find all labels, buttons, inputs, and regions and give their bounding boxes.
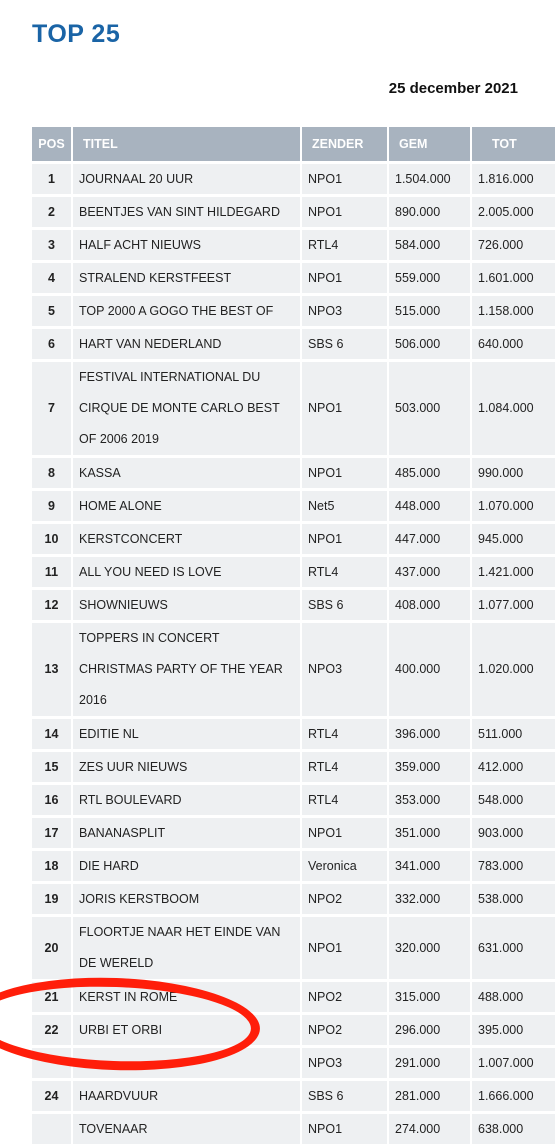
cell-zender: SBS 6 [301, 1080, 388, 1113]
cell-gem: 315.000 [388, 981, 471, 1014]
cell-gem: 320.000 [388, 916, 471, 981]
cell-tot: 1.020.000 [471, 622, 555, 718]
cell-tot: 638.000 [471, 1113, 555, 1144]
cell-gem: 485.000 [388, 457, 471, 490]
cell-titel: ALL YOU NEED IS LOVE [72, 556, 301, 589]
cell-pos: 20 [32, 916, 72, 981]
cell-zender: NPO1 [301, 163, 388, 196]
cell-gem: 515.000 [388, 295, 471, 328]
cell-zender: RTL4 [301, 718, 388, 751]
cell-gem: 353.000 [388, 784, 471, 817]
table-row [32, 751, 555, 784]
table-row [32, 622, 555, 718]
cell-tot: 990.000 [471, 457, 555, 490]
cell-titel: HALF ACHT NIEUWS [72, 229, 301, 262]
cell-tot: 548.000 [471, 784, 555, 817]
cell-pos: 16 [32, 784, 72, 817]
cell-tot: 1.421.000 [471, 556, 555, 589]
cell-zender: NPO2 [301, 981, 388, 1014]
cell-gem: 437.000 [388, 556, 471, 589]
cell-zender: NPO1 [301, 523, 388, 556]
cell-pos: 9 [32, 490, 72, 523]
date-label: 25 december 2021 [389, 80, 518, 97]
cell-tot: 1.816.000 [471, 163, 555, 196]
cell-titel: FESTIVAL INTERNATIONAL DU CIRQUE DE MONTE CARLO BEST OF 2006 2019 [72, 361, 301, 457]
cell-titel: KERSTCONCERT [72, 523, 301, 556]
cell-pos: 21 [32, 981, 72, 1014]
header-gem: GEM [388, 127, 471, 163]
cell-gem: 351.000 [388, 817, 471, 850]
cell-zender: RTL4 [301, 229, 388, 262]
cell-titel: JOURNAAL 20 UUR [72, 163, 301, 196]
cell-pos: 7 [32, 361, 72, 457]
cell-pos: 18 [32, 850, 72, 883]
cell-titel: JORIS KERSTBOOM [72, 883, 301, 916]
cell-gem: 506.000 [388, 328, 471, 361]
table-row [32, 784, 555, 817]
cell-pos: 24 [32, 1080, 72, 1113]
header-tot: TOT [471, 127, 555, 163]
ratings-table [32, 127, 555, 1144]
cell-pos: 5 [32, 295, 72, 328]
cell-titel: DIE HARD [72, 850, 301, 883]
cell-titel: KERST IN ROME [72, 981, 301, 1014]
cell-gem: 1.504.000 [388, 163, 471, 196]
cell-titel: TOVENAAR [72, 1113, 301, 1144]
cell-gem: 332.000 [388, 883, 471, 916]
cell-zender: NPO3 [301, 1047, 388, 1080]
table-row [32, 163, 555, 196]
cell-titel: TOP 2000 A GOGO THE BEST OF [72, 295, 301, 328]
table-row [32, 490, 555, 523]
cell-pos: 15 [32, 751, 72, 784]
cell-zender: Net5 [301, 490, 388, 523]
cell-pos [32, 1047, 72, 1080]
cell-zender: NPO3 [301, 295, 388, 328]
cell-pos: 11 [32, 556, 72, 589]
cell-titel: ZES UUR NIEUWS [72, 751, 301, 784]
table-row [32, 556, 555, 589]
cell-gem: 296.000 [388, 1014, 471, 1047]
table-row [32, 883, 555, 916]
cell-gem: 274.000 [388, 1113, 471, 1144]
table-row [32, 361, 555, 457]
cell-zender: NPO2 [301, 1014, 388, 1047]
cell-gem: 341.000 [388, 850, 471, 883]
cell-zender: SBS 6 [301, 328, 388, 361]
cell-zender: NPO1 [301, 1113, 388, 1144]
cell-titel: BANANASPLIT [72, 817, 301, 850]
cell-tot: 783.000 [471, 850, 555, 883]
cell-tot: 1.666.000 [471, 1080, 555, 1113]
cell-pos [32, 1113, 72, 1144]
cell-tot: 511.000 [471, 718, 555, 751]
table-row [32, 916, 555, 981]
table-header-row [32, 127, 555, 163]
cell-tot: 1.077.000 [471, 589, 555, 622]
cell-gem: 448.000 [388, 490, 471, 523]
table-row [32, 718, 555, 751]
cell-tot: 903.000 [471, 817, 555, 850]
cell-pos: 8 [32, 457, 72, 490]
cell-titel: BEENTJES VAN SINT HILDEGARD [72, 196, 301, 229]
cell-pos: 22 [32, 1014, 72, 1047]
header-titel: TITEL [72, 127, 301, 163]
cell-gem: 281.000 [388, 1080, 471, 1113]
cell-titel: STRALEND KERSTFEEST [72, 262, 301, 295]
table-row [32, 262, 555, 295]
cell-pos: 4 [32, 262, 72, 295]
cell-tot: 412.000 [471, 751, 555, 784]
cell-tot: 1.158.000 [471, 295, 555, 328]
table-row [32, 196, 555, 229]
table-row [32, 1080, 555, 1113]
cell-pos: 1 [32, 163, 72, 196]
cell-titel: KASSA [72, 457, 301, 490]
table-body [32, 163, 555, 1144]
cell-zender: NPO1 [301, 457, 388, 490]
cell-pos: 10 [32, 523, 72, 556]
table-row [32, 295, 555, 328]
cell-pos: 19 [32, 883, 72, 916]
table-row [32, 981, 555, 1014]
cell-zender: NPO3 [301, 622, 388, 718]
table-row [32, 229, 555, 262]
table-row [32, 523, 555, 556]
cell-tot: 488.000 [471, 981, 555, 1014]
cell-zender: NPO1 [301, 916, 388, 981]
cell-zender: NPO1 [301, 817, 388, 850]
cell-titel: RTL BOULEVARD [72, 784, 301, 817]
cell-tot: 395.000 [471, 1014, 555, 1047]
cell-zender: NPO1 [301, 262, 388, 295]
cell-tot: 726.000 [471, 229, 555, 262]
cell-tot: 1.084.000 [471, 361, 555, 457]
cell-titel: EDITIE NL [72, 718, 301, 751]
header-zender: ZENDER [301, 127, 388, 163]
cell-zender: NPO2 [301, 883, 388, 916]
table-row [32, 328, 555, 361]
cell-gem: 400.000 [388, 622, 471, 718]
cell-zender: RTL4 [301, 751, 388, 784]
header-pos: POS [32, 127, 72, 163]
table-row [32, 1113, 555, 1144]
cell-titel: HART VAN NEDERLAND [72, 328, 301, 361]
cell-gem: 447.000 [388, 523, 471, 556]
table-row [32, 1047, 555, 1080]
cell-tot: 538.000 [471, 883, 555, 916]
cell-tot: 631.000 [471, 916, 555, 981]
cell-titel: FLOORTJE NAAR HET EINDE VAN DE WERELD [72, 916, 301, 981]
cell-gem: 503.000 [388, 361, 471, 457]
cell-pos: 14 [32, 718, 72, 751]
cell-pos: 13 [32, 622, 72, 718]
cell-pos: 3 [32, 229, 72, 262]
cell-zender: NPO1 [301, 361, 388, 457]
cell-titel: SHOWNIEUWS [72, 589, 301, 622]
cell-titel: HOME ALONE [72, 490, 301, 523]
table-row [32, 817, 555, 850]
cell-zender: RTL4 [301, 556, 388, 589]
cell-gem: 291.000 [388, 1047, 471, 1080]
cell-tot: 1.007.000 [471, 1047, 555, 1080]
cell-pos: 12 [32, 589, 72, 622]
cell-tot: 1.070.000 [471, 490, 555, 523]
cell-zender: NPO1 [301, 196, 388, 229]
table-row [32, 589, 555, 622]
cell-gem: 890.000 [388, 196, 471, 229]
cell-gem: 359.000 [388, 751, 471, 784]
cell-titel [72, 1047, 301, 1080]
cell-gem: 408.000 [388, 589, 471, 622]
cell-gem: 396.000 [388, 718, 471, 751]
cell-zender: Veronica [301, 850, 388, 883]
cell-tot: 640.000 [471, 328, 555, 361]
cell-zender: SBS 6 [301, 589, 388, 622]
cell-pos: 17 [32, 817, 72, 850]
cell-pos: 2 [32, 196, 72, 229]
cell-gem: 584.000 [388, 229, 471, 262]
cell-tot: 2.005.000 [471, 196, 555, 229]
cell-titel: URBI ET ORBI [72, 1014, 301, 1047]
cell-titel: HAARDVUUR [72, 1080, 301, 1113]
cell-tot: 1.601.000 [471, 262, 555, 295]
cell-pos: 6 [32, 328, 72, 361]
table-row [32, 1014, 555, 1047]
table-row [32, 457, 555, 490]
cell-gem: 559.000 [388, 262, 471, 295]
cell-zender: RTL4 [301, 784, 388, 817]
cell-tot: 945.000 [471, 523, 555, 556]
cell-titel: TOPPERS IN CONCERT CHRISTMAS PARTY OF THE YEAR 2016 [72, 622, 301, 718]
table-row [32, 850, 555, 883]
page-title: TOP 25 [32, 20, 120, 49]
